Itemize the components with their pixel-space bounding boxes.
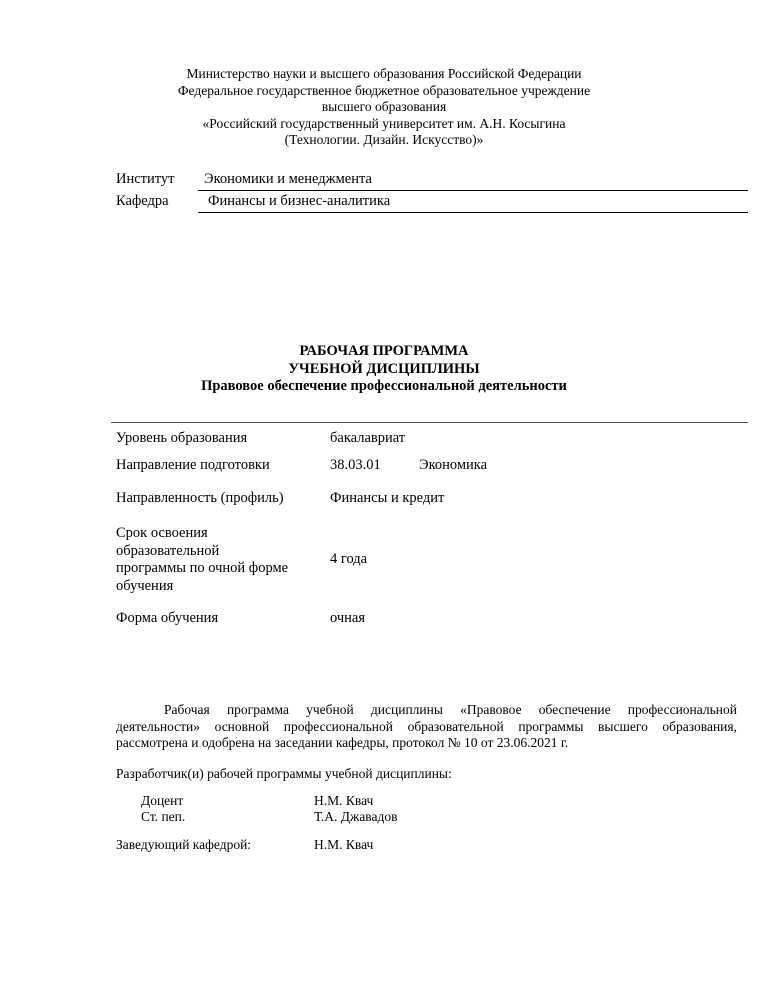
department-row [116,191,748,213]
form-label: Форма обучения [116,610,219,626]
level-value: бакалавриат [330,430,406,446]
developers-heading: Разработчик(и) рабочей программы учебной дисциплины: [116,766,452,781]
direction-label: Направление подготовки [116,457,270,473]
department-value: Финансы и бизнес-аналитика [198,193,748,213]
department-label: Кафедра [116,193,169,209]
institute-row [116,169,748,191]
discipline-name: Правовое обеспечение профессиональной деятельности [201,378,567,394]
header-line: Министерство науки и высшего образования Российской Федерации [186,66,582,81]
title-line: УЧЕБНОЙ ДИСЦИПЛИНЫ [288,360,480,377]
term-label-line: обучения [116,577,174,594]
head-of-department-label: Заведующий кафедрой: [116,837,252,852]
approval-paragraph: Рабочая программа учебной дисциплины «Правовое обеспечение профессиональной деятельности» основной профессиональной образовательной программы высшего образования, рассмотрена и одобрена на заседании кафедры, протокол № 10 от 23.06.2021 г. [116,702,737,750]
direction-name: Экономика [419,457,488,473]
ministry-header [0,66,768,149]
term-label [116,525,288,595]
profile-value: Финансы и кредит [330,490,445,506]
term-label-line: Срок освоения [116,525,208,541]
developer-position: Доцент [141,793,184,808]
form-value: очная [330,610,366,626]
developer-position: Ст. пеп. [141,809,186,824]
term-value: 4 года [330,551,368,567]
head-of-department-name: Н.М. Квач [314,837,374,852]
level-label: Уровень образования [116,430,248,446]
header-line: «Российский государственный университет им. А.Н. Косыгина [202,115,566,131]
term-label-line: образовательной [116,542,220,559]
title-line: РАБОЧАЯ ПРОГРАММА [299,343,469,359]
header-line: (Технологии. Дизайн. Искусство)» [284,132,484,147]
header-line: высшего образования [321,99,447,114]
profile-label: Направленность (профиль) [116,490,284,506]
institute-value: Экономики и менеджмента [198,171,748,191]
institute-label: Институт [116,171,175,187]
developer-name: Т.А. Джавадов [314,809,398,824]
direction-code: 38.03.01 [330,457,381,473]
divider [111,422,748,423]
document-title [0,343,768,396]
developer-name: Н.М. Квач [314,793,374,808]
header-line: Федеральное государственное бюджетное образовательное учреждение [177,82,591,98]
term-label-line: программы по очной форме [116,560,289,576]
